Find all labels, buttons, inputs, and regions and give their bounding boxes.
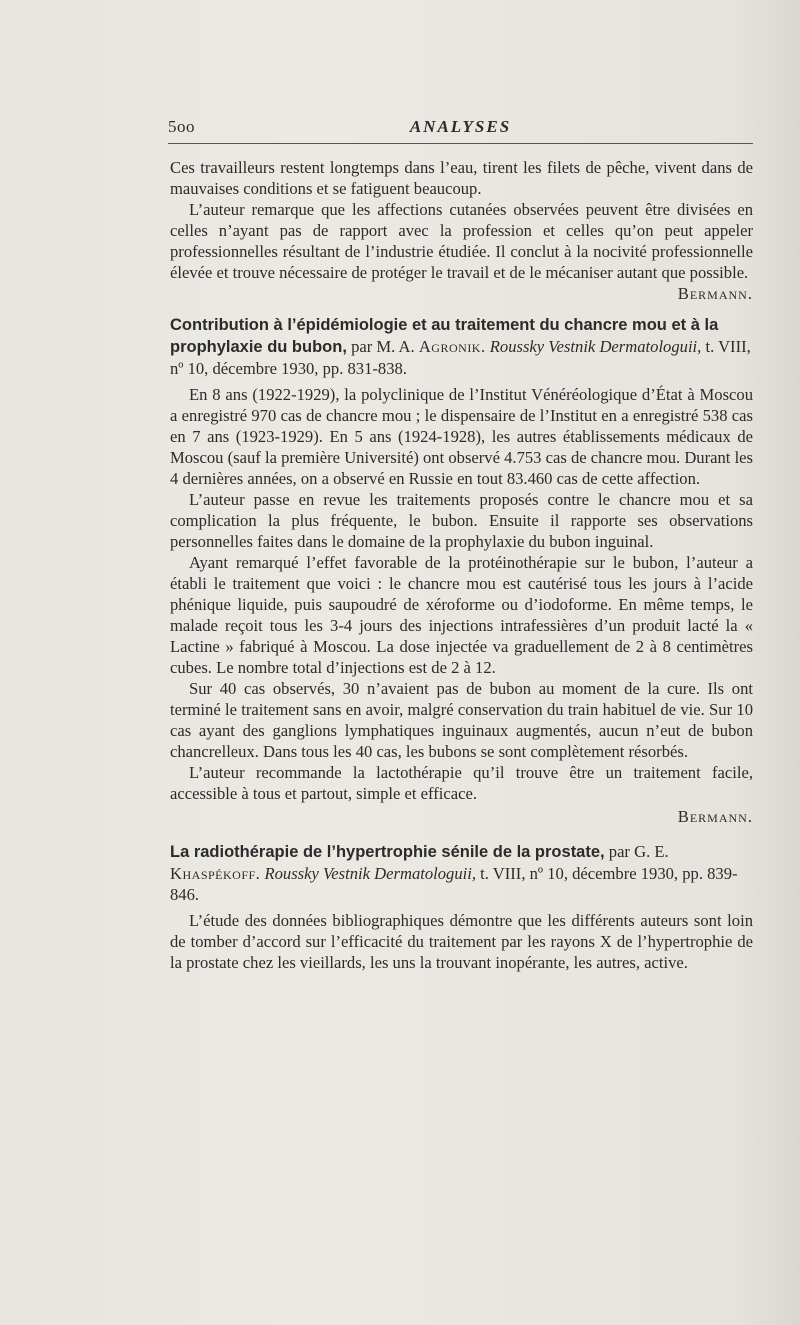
article-paragraph: En 8 ans (1922-1929), la polyclinique de l’Institut Vénéréologique d’État à Moscou a enregistré 970 cas de chancre mou ; le dispensaire de l’Institut en a enregistré 538 cas en 7 ans (1923-1929). En 5 ans (1924-1928), les autres établissements médicaux de Moscou (sauf la première Université) ont observé 4.753 cas de chancre mou. Durant les 4 dernières années, on a observé en Russie en tout 83.460 cas de cette affection.: [170, 385, 753, 488]
article-paragraph: Ayant remarqué l’effet favorable de la protéinothérapie sur le bubon, l’auteur a établi le traitement que voici : le chancre mou est cautérisé tous les jours à l’acide phénique liquide, puis saupoudré de xéroforme ou d’iodoforme. En même temps, le malade reçoit tous les 3-4 jours des injections intrafessières d’un produit lacté la « Lactine » fabriqué à Moscou. La dose injectée va graduellement de 2 à 8 centimètres cubes. Le nombre total d’injections est de 2 à 12.: [170, 553, 753, 677]
article-by: par G. E.: [604, 842, 669, 861]
article-by: par M. A.: [346, 337, 419, 356]
article-paragraph: L’étude des données bibliographiques démontre que les différents auteurs sont loin de tomber d’accord sur l’efficacité du traitement par les rayons X de l’hypertrophie de la prostate chez les vieillards, les uns la trouvant inopérante, les autres, active.: [170, 911, 753, 972]
prev-article-signature: Bermann.: [677, 284, 753, 303]
article-author: Khaspékoff.: [170, 864, 261, 883]
prev-article-paragraph: L’auteur remarque que les affections cutanées observées peuvent être divisées en celles n’ayant pas de rapport avec la profession et celles qu’on peut appeler professionnelles résultant de l’industrie étudiée. Il conclut à la nocivité professionnelle élevée et trouve nécessaire de protéger le travail et de le mécaniser autant que possible.: [170, 200, 753, 282]
page-number: 5oo: [168, 117, 195, 136]
article-author: Agronik.: [418, 337, 486, 356]
article-paragraph: L’auteur passe en revue les traitements proposés contre le chancre mou et sa complication la plus fréquente, le bubon. Ensuite il rapporte ses observations personnelles faites dans le domaine de la prophylaxie du bubon inguinal.: [170, 490, 753, 551]
article-paragraph: Sur 40 cas observés, 30 n’avaient pas de bubon au moment de la cure. Ils ont terminé le traitement sans en avoir, malgré conservation du train habituel de vie. Sur 10 cas ayant des ganglions lymphatiques inguinaux augmentés, aucun n’eut de bubon chancrelleux. Dans tous les 40 cas, les bubons se sont complètement résorbés.: [170, 679, 753, 761]
running-head: ANALYSES: [409, 117, 512, 136]
page-header: [168, 117, 753, 141]
article-journal: Roussky Vestnik Dermatologuii,: [485, 337, 702, 356]
article-heading: [170, 841, 753, 905]
article-signature: Bermann.: [677, 807, 753, 826]
article-citation: t. VIII, nº 10, décembre 1930, pp. 831-838.: [170, 337, 751, 378]
article-heading: [170, 314, 753, 379]
article-title: Contribution à l’épidémiologie et au traitement du chancre mou et à la prophylaxie du bubon,: [170, 316, 719, 356]
article-title: La radiothérapie de l’hypertrophie sénile de la prostate,: [170, 843, 605, 861]
prev-article-paragraph: Ces travailleurs restent longtemps dans l’eau, tirent les filets de pêche, vivent dans de mauvaises conditions et se fatiguent beaucoup.: [170, 158, 753, 198]
header-rule: [168, 143, 753, 144]
page-body: [170, 157, 753, 973]
article-journal: Roussky Vestnik Dermatologuii,: [260, 864, 477, 883]
article-paragraph: L’auteur recommande la lactothérapie qu’il trouve être un traitement facile, accessible à tous et partout, simple et efficace.: [170, 763, 753, 803]
article-citation: t. VIII, nº 10, décembre 1930, pp. 839-846.: [170, 864, 738, 904]
